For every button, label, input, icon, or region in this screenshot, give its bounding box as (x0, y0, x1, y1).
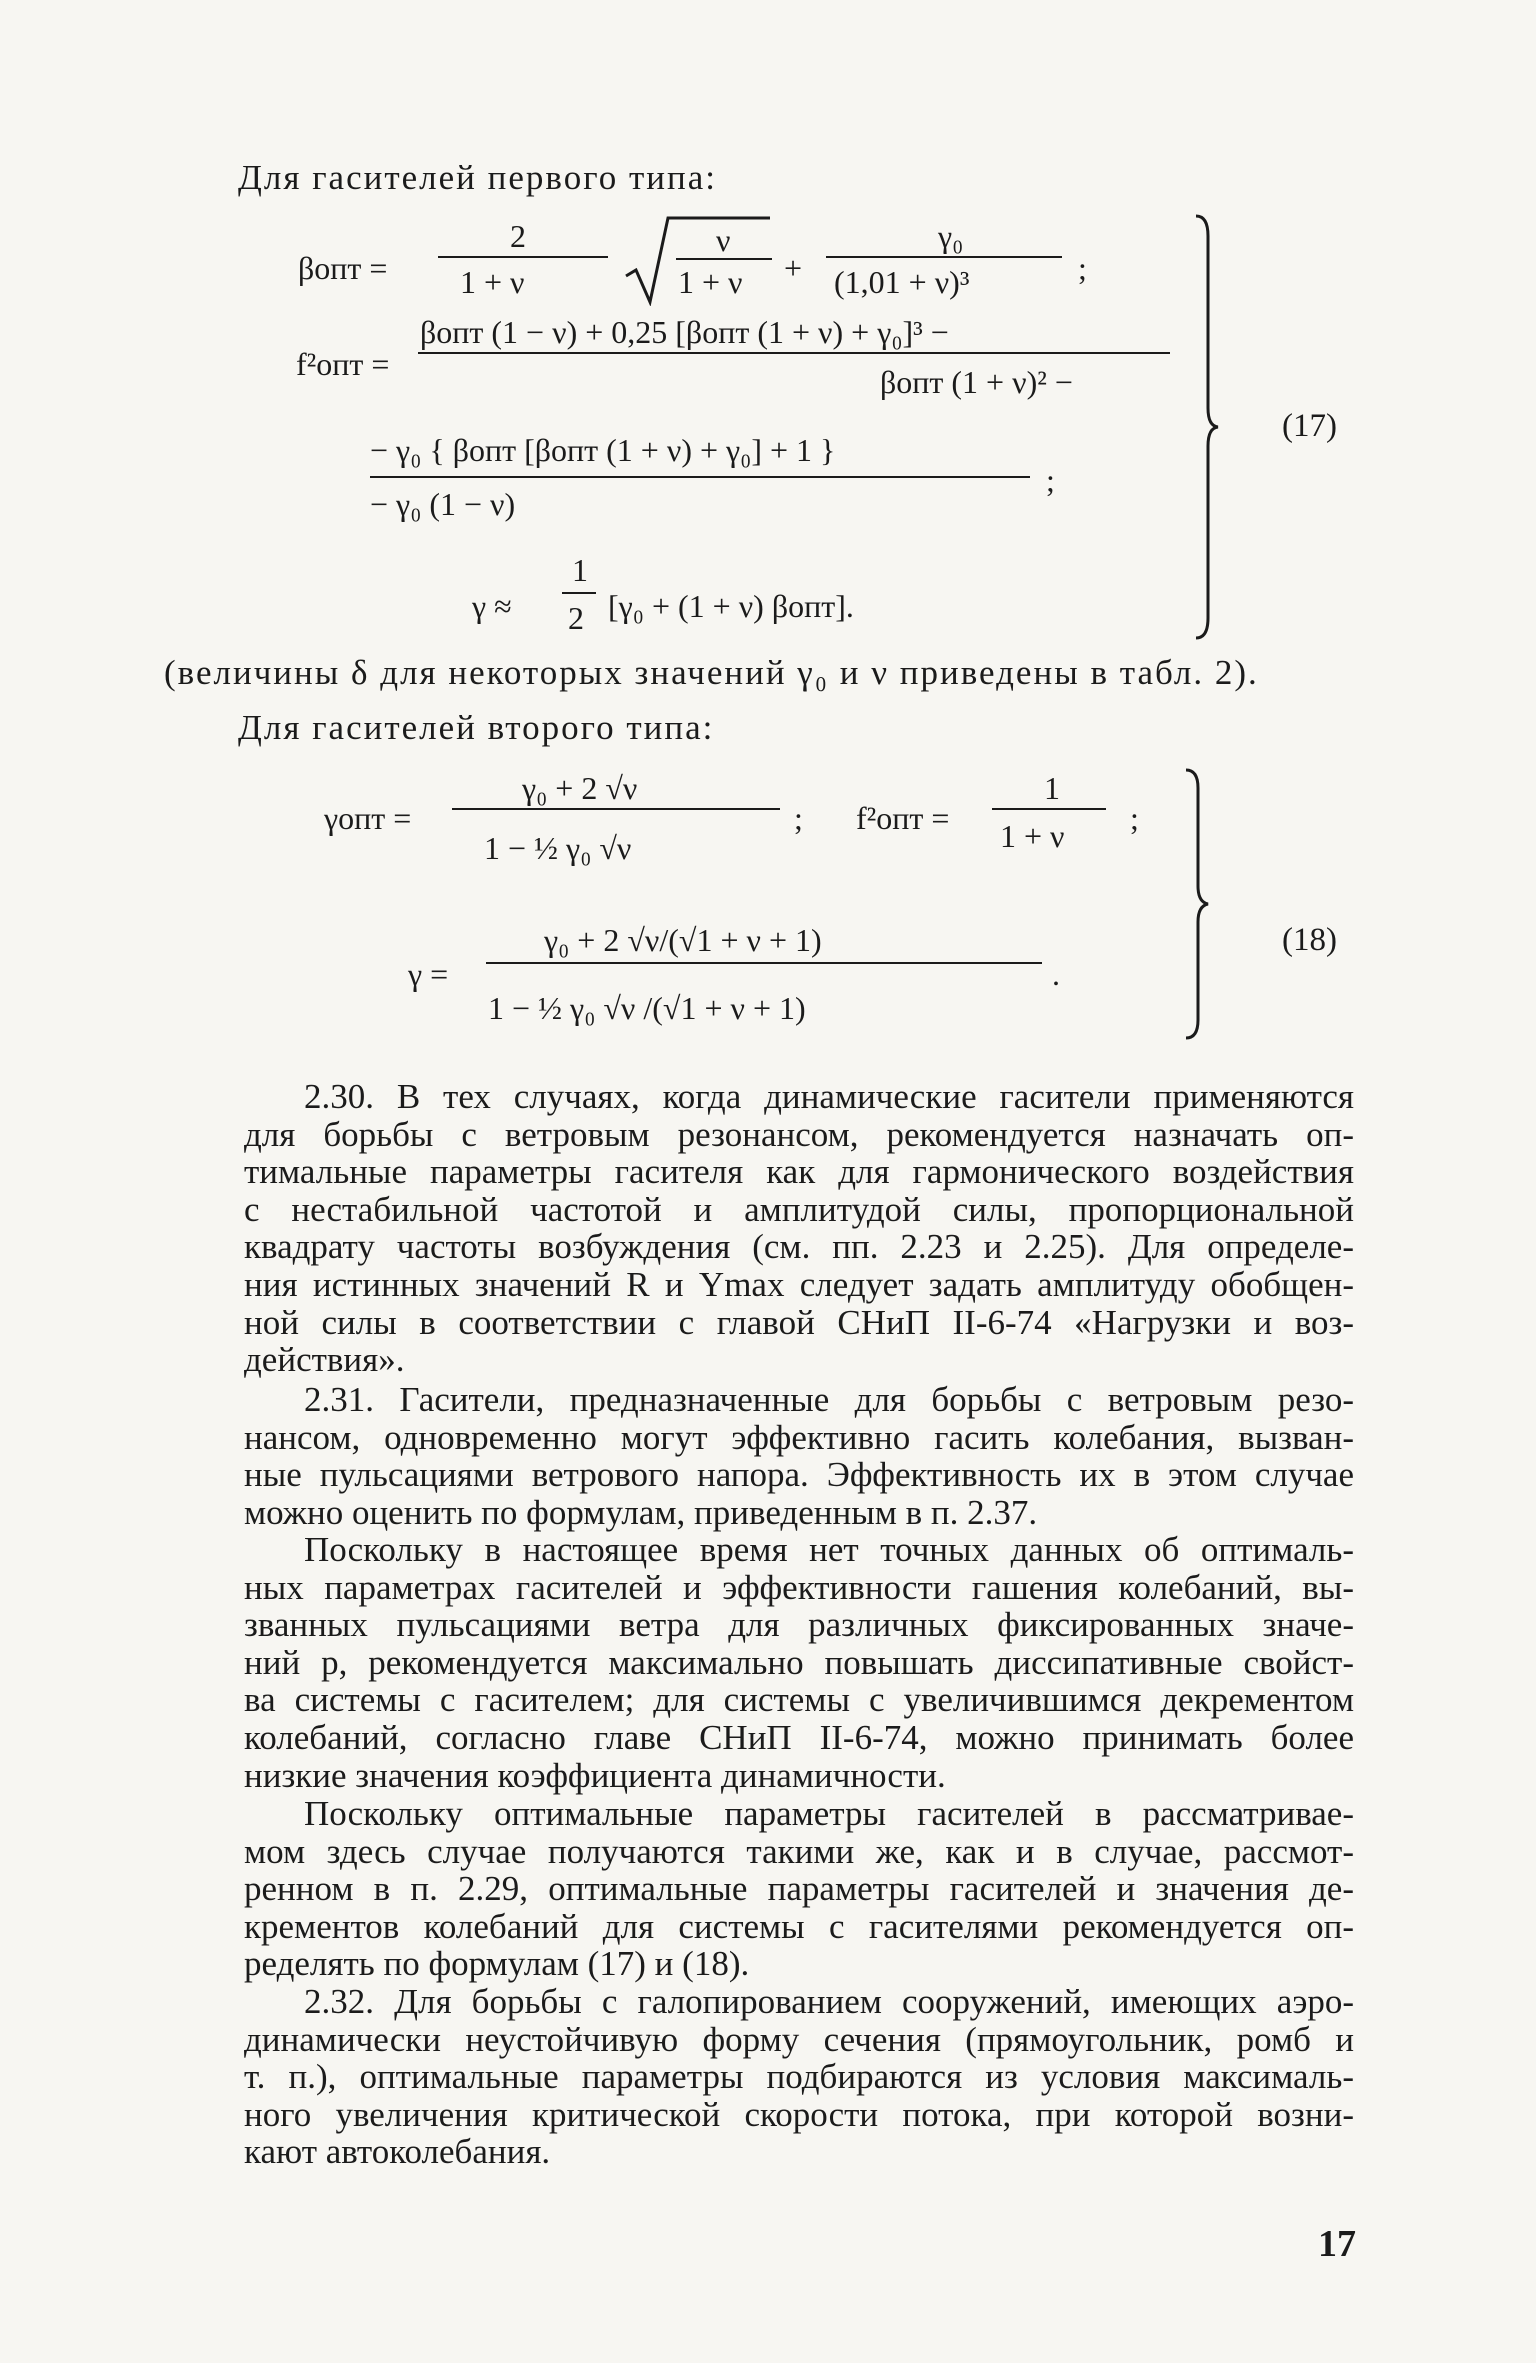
eq17-beta-frac1-bar (438, 256, 608, 258)
paragraph-since-2 (244, 1795, 1354, 1983)
text-line: действия». (244, 1340, 405, 1380)
text-line: квадрату частоты возбуждения (см. пп. 2.23 и 2.25). Для определе- (244, 1227, 1354, 1267)
text-line: тимальные параметры гасителя как для гармонического воздействия (244, 1152, 1354, 1192)
text-line: ной силы в соответствии с главой СНиП II-6-74 «Нагрузки и воз- (244, 1302, 1354, 1342)
eq18-gamma-lhs: γ = (408, 956, 449, 992)
eq18-gopt-bar (452, 808, 780, 810)
paragraph-2-32 (244, 1983, 1354, 2171)
eq17-beta-frac2-num: γ₀ (938, 218, 964, 254)
intro-type2: Для гасителей второго типа: (238, 708, 715, 747)
eq18-f-lhs: f²опт = (856, 800, 950, 836)
eq17-gamma-rhs: [γ₀ + (1 + ν) βопт]. (608, 588, 854, 624)
eq18-gopt-num: γ₀ + 2 √ν (522, 770, 638, 806)
text-line: ния истинных значений R и Ymax следует задать амплитуду обобщен- (244, 1264, 1354, 1304)
text-line: званных пульсациями ветра для различных фиксированных значе- (244, 1605, 1354, 1645)
text-line: для борьбы с ветровым резонансом, рекомендуется назначать оп- (244, 1114, 1354, 1154)
text-line: низкие значения коэффициента динамичности. (244, 1755, 946, 1795)
text-line: ний p, рекомендуется максимально повышать диссипативные свойст- (244, 1642, 1354, 1682)
text-line: ные пульсациями ветрового напора. Эффективность их в этом случае (244, 1455, 1354, 1495)
eq17-f-den-2: − γ₀ (1 − ν) (370, 486, 516, 522)
paragraph-since-1 (244, 1531, 1354, 1794)
eq18-gamma-num: γ₀ + 2 √ν/(√1 + ν + 1) (544, 922, 822, 958)
intro-type1: Для гасителей первого типа: (238, 158, 717, 197)
eq18-f-num: 1 (1044, 770, 1060, 806)
eq17-gamma-lhs: γ ≈ (472, 588, 512, 624)
text-line: Поскольку оптимальные параметры гасителей в рассматривае- (304, 1794, 1354, 1833)
eq17-gamma-frac-num: 1 (572, 552, 588, 588)
eq18-f-den: 1 + ν (1000, 818, 1065, 854)
eq18-semicolon-1: ; (794, 800, 803, 836)
eq18-period: . (1052, 956, 1060, 992)
eq17-beta-frac1-num: 2 (510, 218, 526, 254)
eq17-beta-root-num: ν (716, 222, 731, 258)
text-line: с нестабильной частотой и амплитудой силы, пропорциональной (244, 1189, 1354, 1229)
paragraph-2-30 (244, 1078, 1354, 1379)
eq17-f-num-1: βопт (1 − ν) + 0,25 [βопт (1 + ν) + γ₀]³ − (420, 314, 949, 350)
eq17-f-lhs: f²опт = (296, 346, 390, 382)
text-line: крементов колебаний для системы с гасителями рекомендуется оп- (244, 1906, 1354, 1946)
eq17-gamma-frac-den: 2 (568, 600, 584, 636)
note-delta: (величины δ для некоторых значений γ₀ и ν приведены в табл. 2). (164, 653, 1259, 692)
eq17-number: (17) (1282, 408, 1337, 444)
eq17-f-bar-1 (418, 352, 1170, 354)
eq18-semicolon-2: ; (1130, 800, 1139, 836)
text-line: можно оценить по формулам, приведенным в п. 2.37. (244, 1492, 1038, 1532)
text-line: ных параметрах гасителей и эффективности гашения колебаний, вы- (244, 1567, 1354, 1607)
text-line: ного увеличения критической скорости потока, при которой возни- (244, 2094, 1354, 2134)
text-line: динамически неустойчивую форму сечения (прямоугольник, ромб и (244, 2019, 1354, 2059)
text-line: мом здесь случае получаются такими же, как и в случае, рассмот- (244, 1831, 1354, 1871)
text-line: нансом, одновременно могут эффективно гасить колебания, вызван- (244, 1417, 1354, 1457)
text-line: 2.31. Гасители, предназначенные для борьбы с ветровым резо- (304, 1380, 1354, 1419)
text-line: т. п.), оптимальные параметры подбираются из условия максималь- (244, 2057, 1354, 2097)
eq17-beta-frac1-den: 1 + ν (460, 264, 525, 300)
text-line: колебаний, согласно главе СНиП II-6-74, можно принимать более (244, 1717, 1354, 1757)
eq17-beta-root-den: 1 + ν (678, 264, 743, 300)
eq18-f-bar (992, 808, 1106, 810)
text-line: 2.30. В тех случаях, когда динамические гасители применяются (304, 1077, 1354, 1116)
eq18-gamma-bar (486, 962, 1042, 964)
text-line: ренном в п. 2.29, оптимальные параметры гасителей и значения де- (244, 1869, 1354, 1909)
eq17-beta-lhs: βопт = (298, 250, 388, 286)
eq17-semicolon-1: ; (1078, 250, 1087, 286)
text-line: кают автоколебания. (244, 2132, 551, 2172)
eq17-gamma-frac-bar (562, 592, 596, 594)
right-brace-icon (1182, 766, 1212, 1042)
eq17-beta-frac2-den: (1,01 + ν)³ (834, 264, 970, 300)
eq18-number: (18) (1282, 922, 1337, 958)
text-line: ределять по формулам (17) и (18). (244, 1944, 750, 1984)
eq18-gopt-lhs: γопт = (324, 800, 412, 836)
eq17-beta-frac2-bar (826, 256, 1062, 258)
eq17-plus: + (784, 250, 803, 286)
eq17-beta-root-bar (676, 258, 772, 260)
eq17-semicolon-2: ; (1046, 462, 1055, 498)
paragraph-2-31 (244, 1381, 1354, 1531)
eq17-f-den-1: βопт (1 + ν)² − (880, 364, 1073, 400)
right-brace-icon (1192, 212, 1222, 642)
eq17-f-bar-2 (370, 476, 1030, 478)
page-number: 17 (1318, 2223, 1356, 2265)
eq18-gamma-den: 1 − ½ γ₀ √ν /(√1 + ν + 1) (488, 990, 806, 1026)
eq17-f-num-2: − γ₀ { βопт [βопт (1 + ν) + γ₀] + 1 } (370, 432, 836, 468)
eq18-gopt-den: 1 − ½ γ₀ √ν (484, 830, 632, 866)
text-line: Поскольку в настоящее время нет точных данных об оптималь- (304, 1530, 1354, 1569)
text-line: 2.32. Для борьбы с галопированием сооружений, имеющих аэро- (304, 1982, 1354, 2021)
text-line: ва системы с гасителем; для системы с увеличившимся декрементом (244, 1680, 1354, 1720)
